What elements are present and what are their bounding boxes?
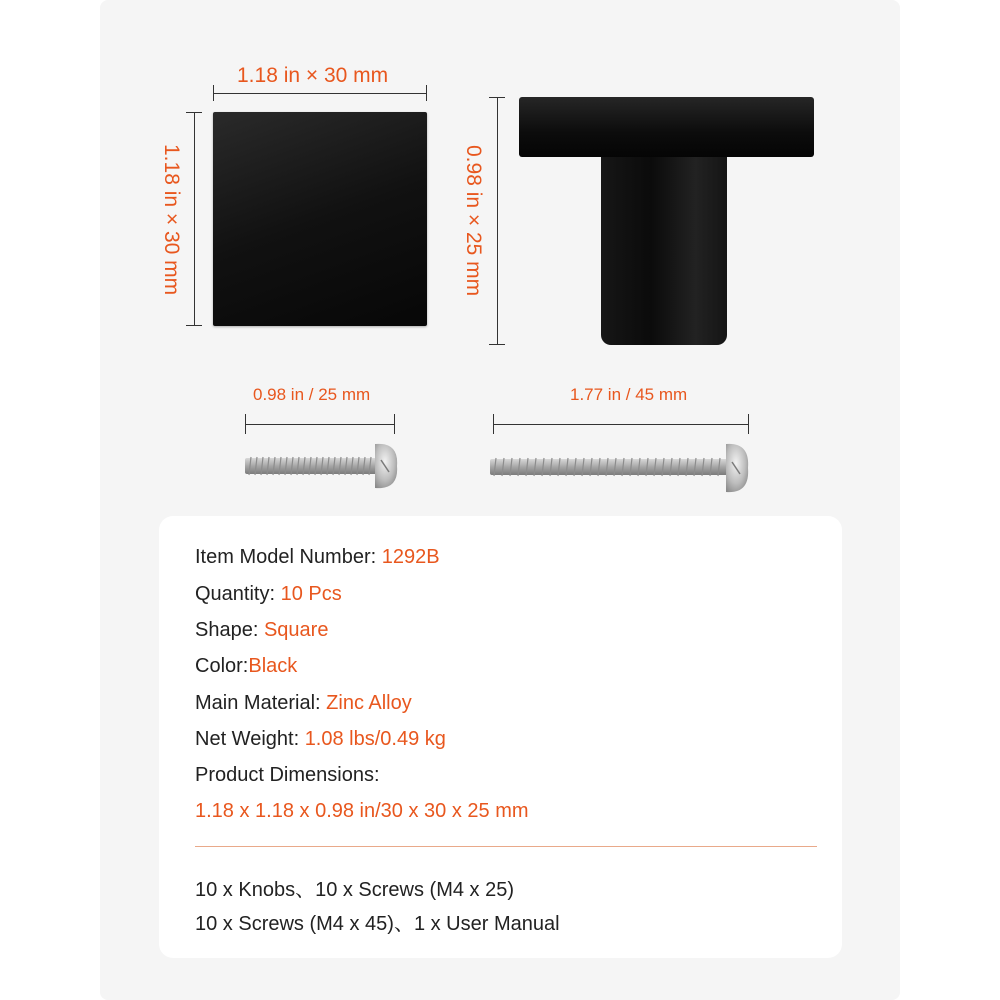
spec-weight-row — [195, 728, 446, 751]
spec-material-row — [195, 692, 412, 715]
short-screw-tick-right — [394, 414, 395, 434]
spec-shape-label: Shape: — [195, 619, 264, 641]
long-screw-tick-right — [748, 414, 749, 434]
spec-dimensions-value — [195, 800, 529, 823]
package-line-1: 10 x Knobs、10 x Screws (M4 x 25) — [195, 879, 515, 901]
front-height-line — [194, 112, 195, 326]
spec-divider — [195, 846, 817, 847]
package-line-2: 10 x Screws (M4 x 45)、1 x User Manual — [195, 913, 560, 935]
short-screw-tick-left — [245, 414, 246, 434]
short-screw-line — [245, 424, 395, 425]
knob-side-view-cap — [519, 97, 814, 157]
spec-weight-label: Net Weight: — [195, 728, 305, 750]
spec-quantity-value: 10 Pcs — [280, 583, 342, 605]
long-screw-line — [493, 424, 749, 425]
side-height-label: 0.98 in × 25 mm — [462, 145, 485, 297]
spec-color-value: Black — [248, 655, 298, 677]
spec-quantity-label: Quantity: — [195, 583, 281, 605]
short-screw-label: 0.98 in / 25 mm — [253, 385, 371, 404]
front-height-tick-bottom — [186, 325, 202, 326]
front-width-line — [213, 93, 427, 94]
spec-material-label: Main Material: — [195, 692, 327, 714]
front-height-label: 1.18 in × 30 mm — [160, 144, 183, 296]
long-screw-label: 1.77 in / 45 mm — [570, 385, 688, 404]
spec-model-label: Item Model Number: — [195, 546, 382, 568]
front-width-tick-right — [426, 85, 427, 101]
side-height-line — [497, 97, 498, 345]
spec-color-label: Color: — [195, 655, 249, 677]
long-screw-image — [488, 440, 750, 496]
side-height-tick-top — [489, 97, 505, 98]
spec-quantity-row — [195, 583, 342, 606]
knob-front-view-image — [213, 112, 427, 326]
spec-model-value: 1292B — [381, 546, 440, 568]
spec-material-value: Zinc Alloy — [326, 692, 412, 714]
knob-side-view-stem — [601, 157, 727, 345]
spec-color-row — [195, 655, 297, 678]
spec-shape-value: Square — [263, 619, 329, 641]
spec-card — [159, 516, 842, 958]
spec-shape-row — [195, 619, 328, 642]
spec-weight-value: 1.08 lbs/0.49 kg — [304, 728, 446, 750]
spec-dimensions-label: Product Dimensions: — [195, 764, 380, 786]
spec-model-row — [195, 546, 440, 569]
front-width-tick-left — [213, 85, 214, 101]
front-height-tick-top — [186, 112, 202, 113]
side-height-tick-bottom — [489, 344, 505, 345]
spec-dimensions-value-text: 1.18 x 1.18 x 0.98 in/30 x 30 x 25 mm — [195, 800, 529, 822]
front-width-label: 1.18 in × 30 mm — [237, 64, 389, 87]
short-screw-image — [243, 440, 398, 492]
long-screw-tick-left — [493, 414, 494, 434]
